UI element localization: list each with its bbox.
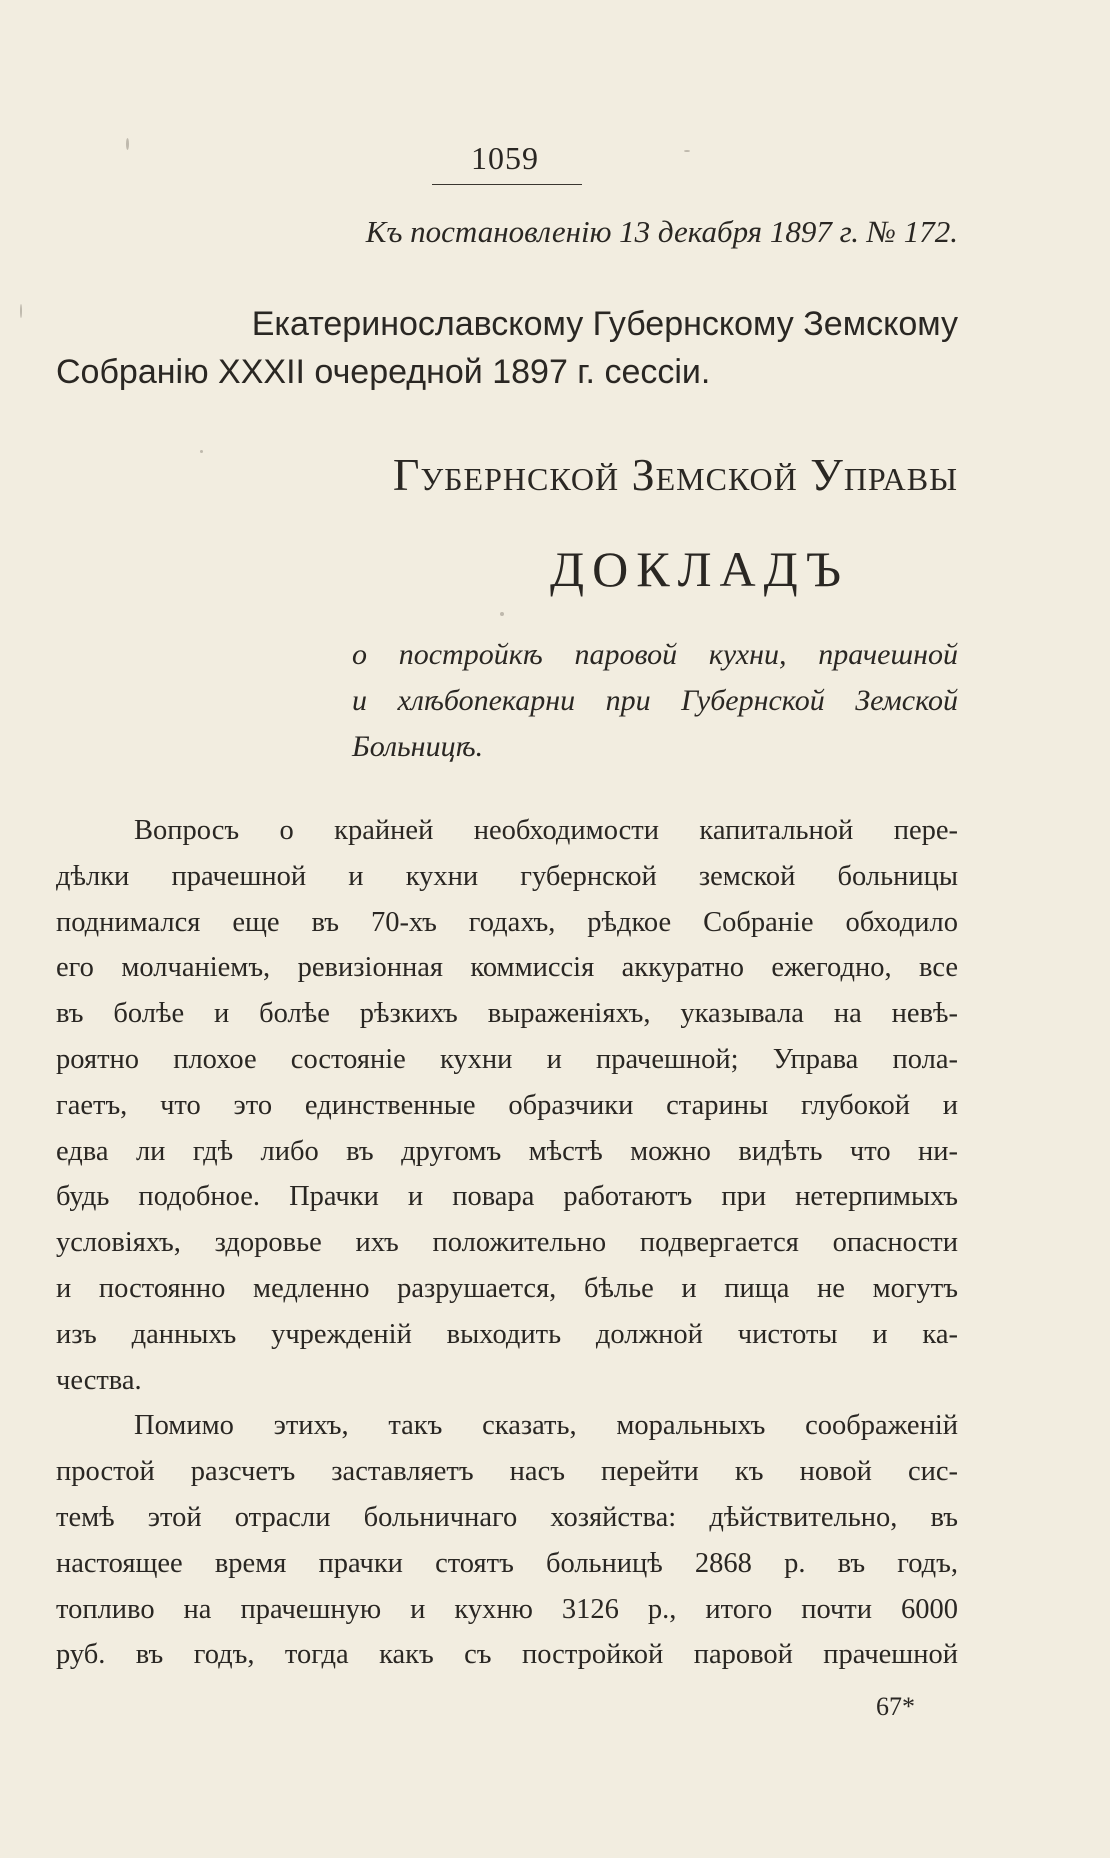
body-line: поднимался еще въ 70-хъ годахъ, рѣдкое Собраніе обходило: [56, 906, 958, 938]
report-subject: [352, 632, 958, 770]
body-line: настоящее время прачки стоятъ больницѣ 2868 р. въ годъ,: [56, 1547, 958, 1579]
body-line: топливо на прачешную и кухню 3126 р., итого почти 6000: [56, 1593, 958, 1625]
body-line: Вопросъ о крайней необходимости капитальной пере-: [134, 815, 958, 846]
body-line: и постоянно медленно разрушается, бѣлье и пища не могутъ: [56, 1272, 958, 1304]
body-line: будь подобное. Прачки и повара работаютъ при нетерпимыхъ: [56, 1181, 958, 1213]
paper-speck: [500, 612, 504, 616]
paper-speck: [126, 138, 129, 150]
heading-report: ДОКЛАДЪ: [550, 541, 849, 597]
body-line: Помимо этихъ, такъ сказать, моральныхъ соображеній: [134, 1410, 958, 1442]
subject-line: о постройкѣ паровой кухни, прачешной: [352, 638, 958, 671]
body-line: едва ли гдѣ либо въ другомъ мѣстѣ можно видѣть что ни-: [56, 1135, 958, 1167]
addressee-line: Собранію XXXII очередной 1897 г. сессіи.: [56, 353, 711, 391]
body-line: руб. въ годъ, тогда какъ съ постройкой паровой прачешной: [56, 1639, 958, 1671]
addressee-block: [56, 300, 958, 396]
page-number-rule: [432, 184, 582, 185]
subject-line: и хлѣбопекарни при Губернской Земской: [352, 684, 958, 717]
body-line: условіяхъ, здоровье ихъ положительно подвергается опасности: [56, 1227, 958, 1259]
body-line: роятно плохое состояніе кухни и прачешной; Управа пола-: [56, 1043, 958, 1075]
body-line: темѣ этой отрасли больничнаго хозяйства: дѣйствительно, въ: [56, 1501, 958, 1533]
paper-speck: [20, 304, 22, 318]
body-line: гаетъ, что это единственные образчики старины глубокой и: [56, 1089, 958, 1121]
paper-speck: [684, 150, 690, 152]
body-line: дѣлки прачешной и кухни губернской земской больницы: [56, 860, 958, 892]
body-line: изъ данныхъ учрежденій выходить должной чистоты и ка-: [56, 1318, 958, 1350]
heading-board: Губернской Земской Управы: [392, 449, 958, 500]
body-line: въ болѣе и болѣе рѣзкихъ выраженіяхъ, указывала на невѣ-: [56, 998, 958, 1030]
body-line: чества.: [56, 1364, 142, 1396]
page-number: 1059: [471, 140, 539, 176]
body-text: [56, 808, 958, 1678]
addressee-line: Екатеринославскому Губернскому Земскому: [251, 305, 958, 343]
paper-speck: [200, 450, 203, 453]
resolution-reference: Къ постановленію 13 декабря 1897 г. № 172.: [365, 214, 958, 249]
subject-line: Больницѣ.: [352, 730, 484, 763]
body-line: простой разсчетъ заставляетъ насъ перейти къ новой сис-: [56, 1456, 958, 1488]
signature-mark: 67*: [876, 1692, 915, 1721]
body-line: его молчаніемъ, ревизіонная коммиссія аккуратно ежегодно, все: [56, 952, 958, 984]
